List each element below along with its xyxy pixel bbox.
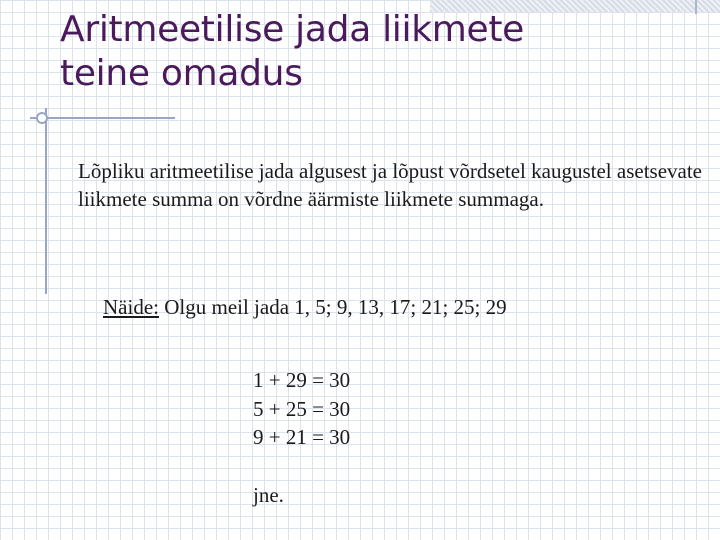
example-line (103, 293, 507, 321)
equation-1: 1 + 29 = 30 (253, 368, 351, 392)
right-decorative-rule (695, 0, 697, 14)
property-statement: Lõpliku aritmeetilise jada algusest ja lõpust võrdsetel kaugustel asetsevate liikmete summa on võrdne äärmiste liikmete summaga. (78, 159, 702, 211)
circle-decoration-icon (36, 112, 48, 124)
example-sequence: Olgu meil jada 1, 5; 9, 13, 17; 21; 25; 29 (158, 295, 507, 319)
slide-title (60, 8, 660, 96)
equation-2: 5 + 25 = 30 (253, 396, 351, 421)
slide-title-line-1: Aritmeetilise jada liikmete (60, 9, 525, 50)
horizontal-decorative-line (30, 117, 175, 119)
example-label: Näide: (103, 295, 159, 319)
equation-list (253, 366, 350, 452)
vertical-decorative-line (45, 108, 47, 294)
slide-title-line-2: teine omadus (60, 53, 303, 94)
equation-3: 9 + 21 = 30 (253, 425, 351, 449)
etc-text: jne. (253, 483, 284, 507)
